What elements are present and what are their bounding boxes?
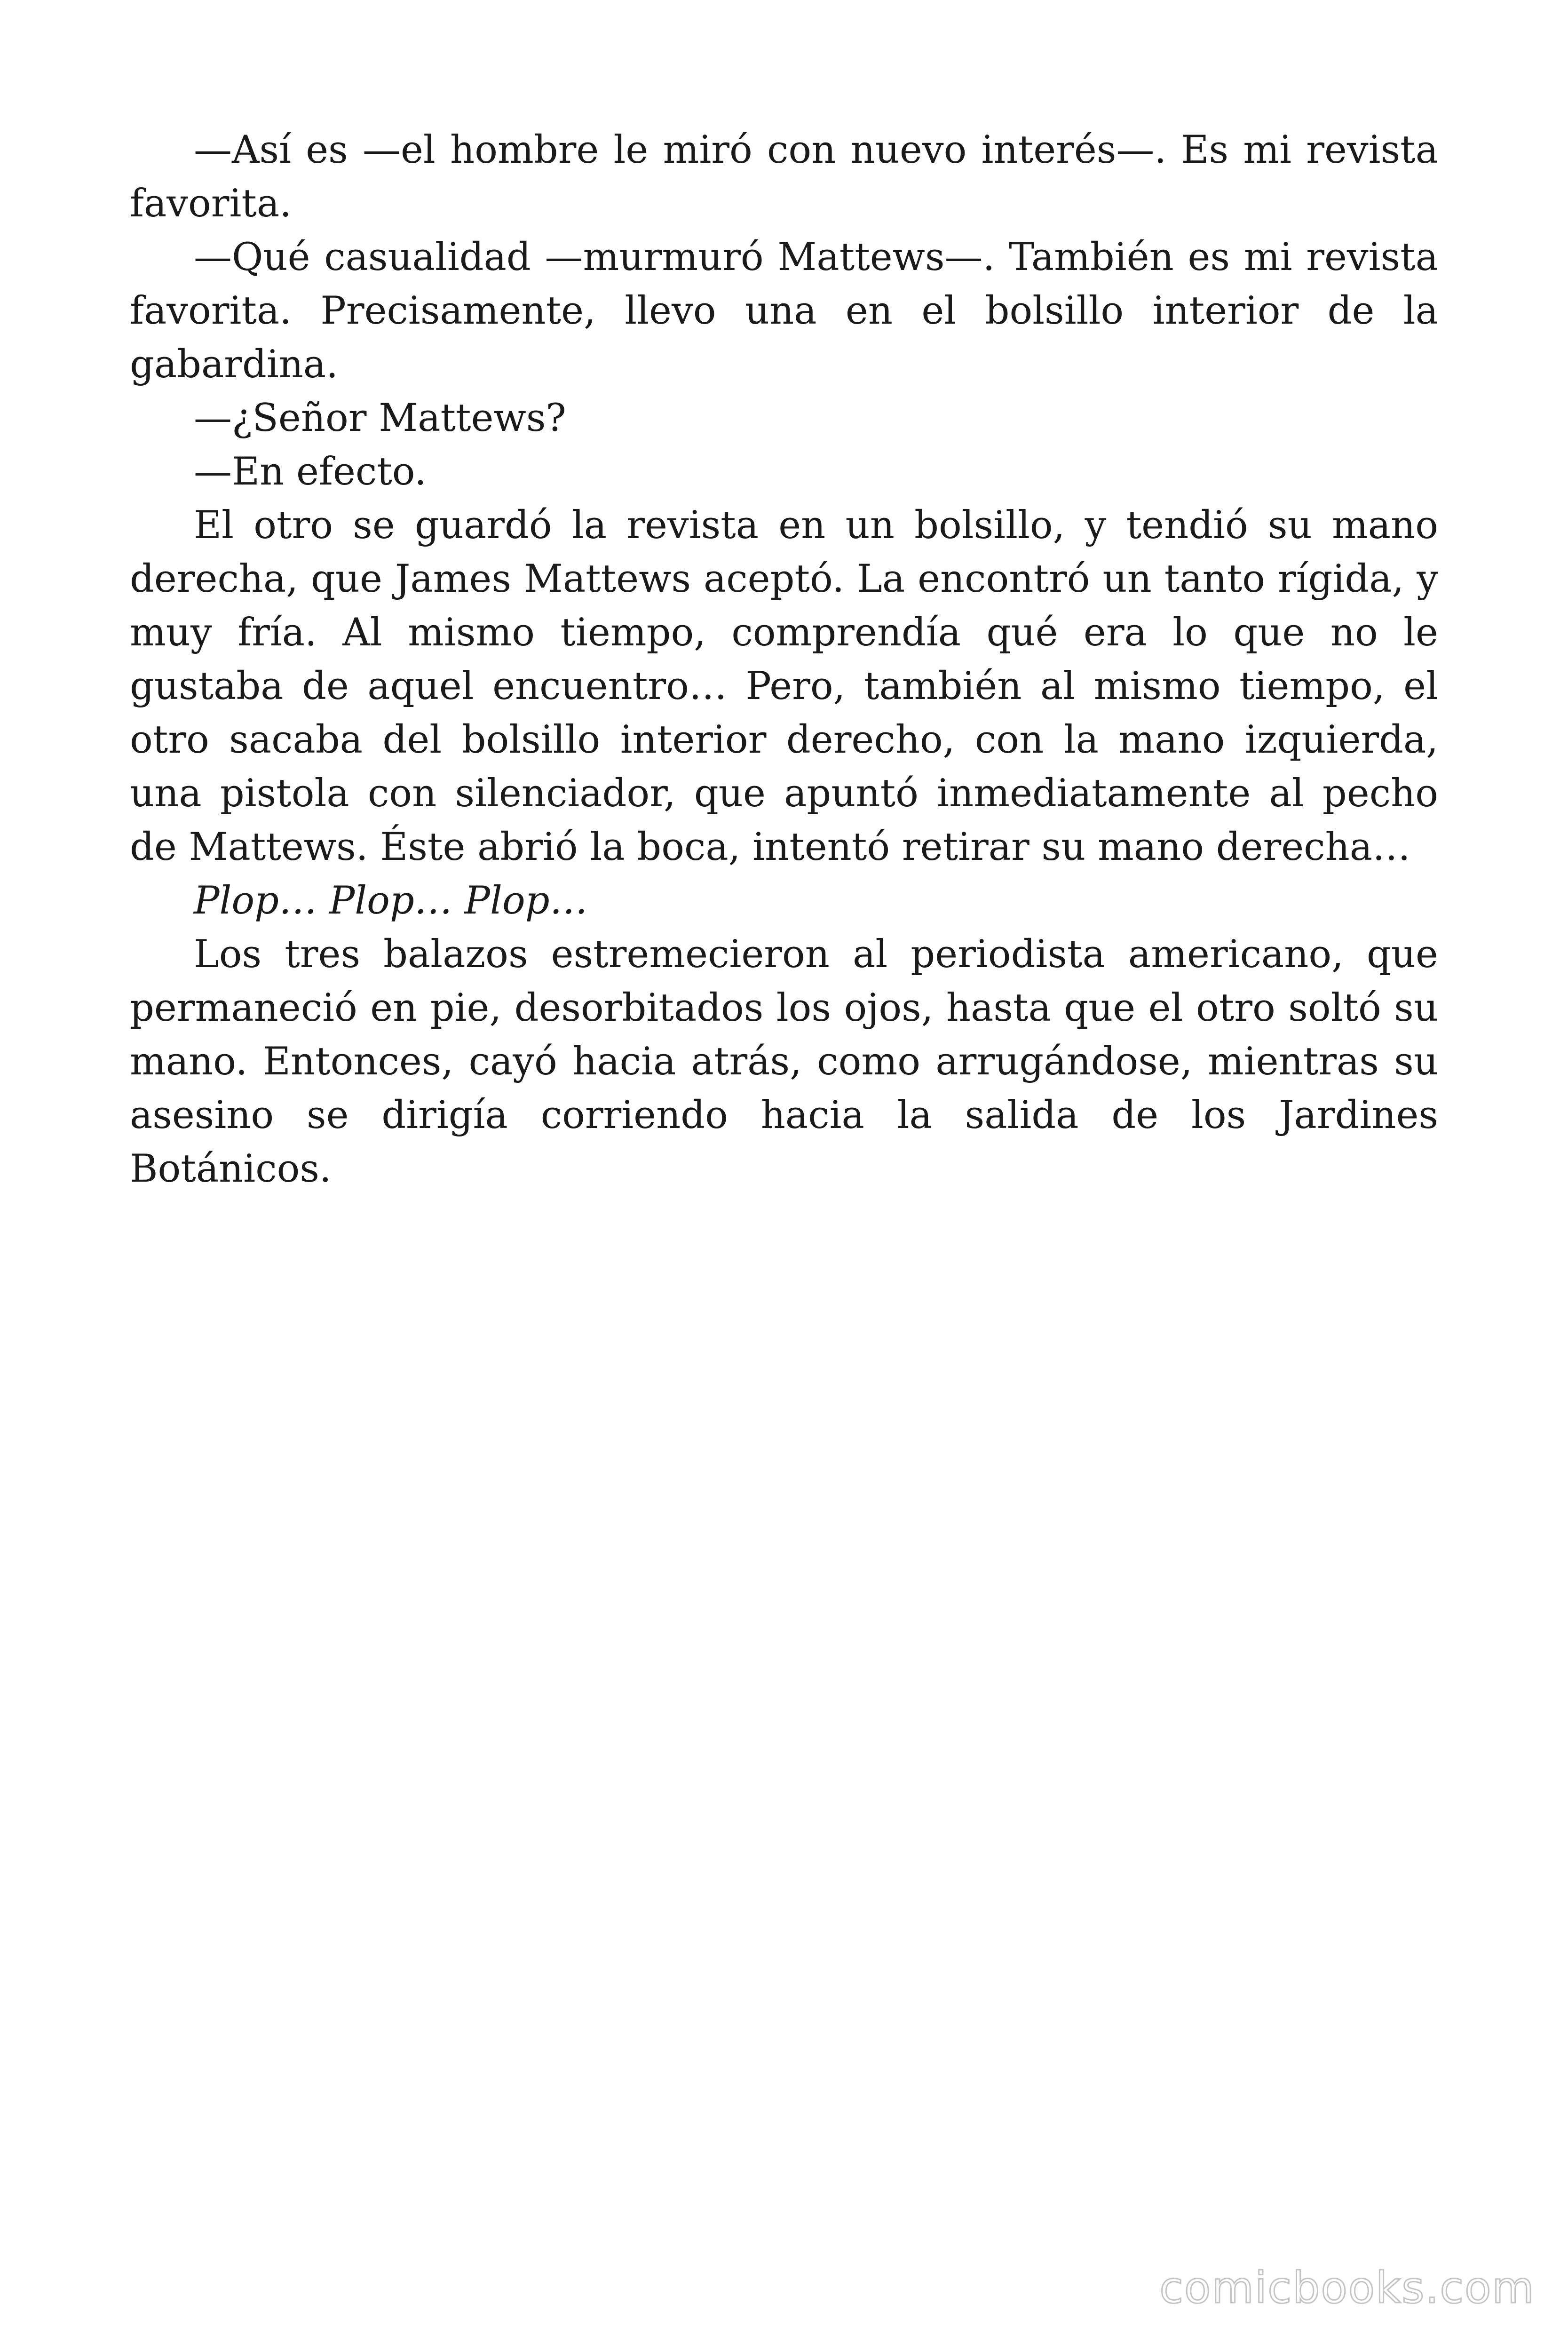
paragraph: El otro se guardó la revista en un bolsillo, y tendió su mano derecha, que James Mattews aceptó. La encontró un tanto rígida, y muy fría. Al mismo tiempo, comprendía qué era lo que no le gustaba de aquel encuentro… Pero, también al mismo tiempo, el otro sacaba del bolsillo interior derecho, con la mano izquierda, una pistola con silenciador, que apuntó inmediatamente al pecho de Mattews. Éste abrió la boca, intentó retirar su mano derecha… (130, 503, 1438, 869)
paragraph: —¿Señor Mattews? (194, 396, 566, 440)
paragraph: —Así es —el hombre le miró con nuevo interés—. Es mi revista favorita. (130, 128, 1438, 226)
paragraph: Los tres balazos estremecieron al periodista americano, que permaneció en pie, desorbitados los ojos, hasta que el otro soltó su mano. Entonces, cayó hacia atrás, como arrugándose, mientras su asesino se dirigía corriendo hacia la salida de los Jardines Botánicos. (130, 932, 1438, 1191)
watermark: comicbooks.com (1159, 2263, 1535, 2313)
paragraph: —En efecto. (194, 450, 427, 494)
sound-effect-paragraph: Plop… Plop… Plop… (194, 879, 588, 923)
paragraph: —Qué casualidad —murmuró Mattews—. También es mi revista favorita. Precisamente, llevo una en el bolsillo interior de la gabardina. (130, 235, 1438, 387)
body-text (130, 123, 1438, 1196)
